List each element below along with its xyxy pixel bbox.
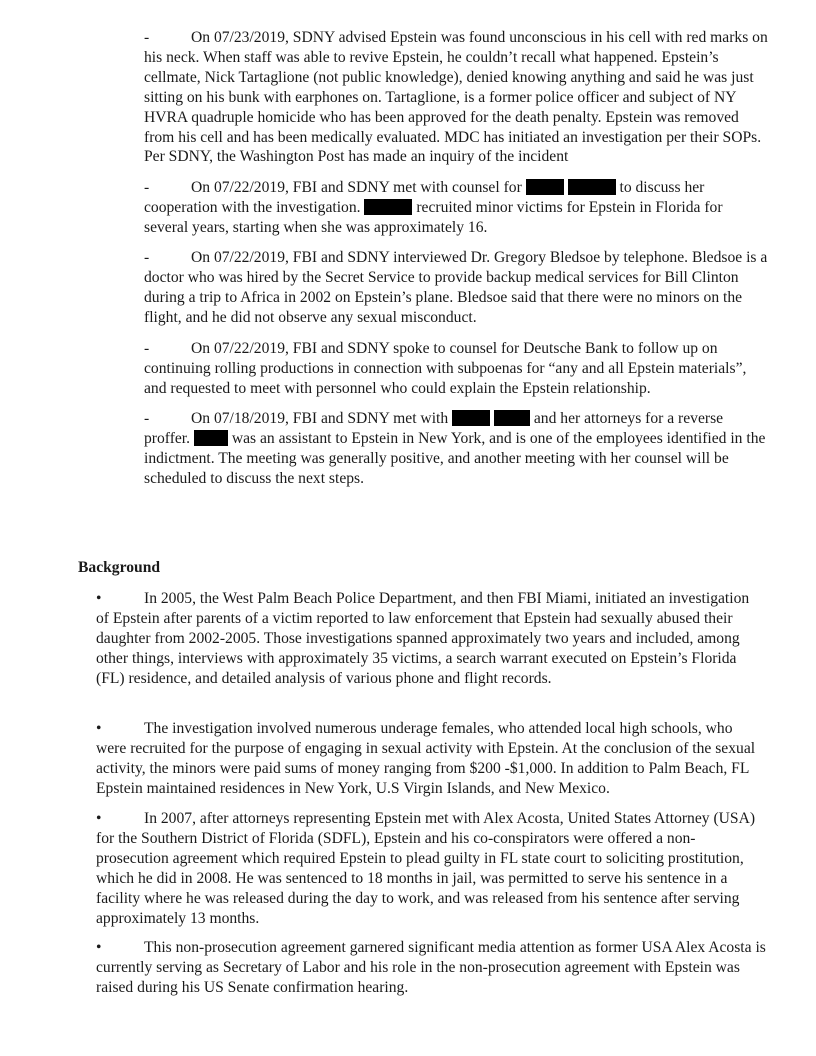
background-paragraph: [96, 719, 766, 799]
dash-marker: -: [144, 29, 150, 46]
update-paragraph: [144, 248, 768, 328]
paragraph-text: On 07/23/2019, SDNY advised Epstein was found unconscious in his cell with red marks on his neck. When staff was able to revive Epstein, he couldn’t recall what happened. Epstein’s cellmate, Nick Tartaglione (not public knowledge), denied knowing anything and said he was just sitting on his bunk with earphones on. Tartaglione, is a former police officer and subject of NY HVRA quadruple homicide who has been approved for the death penalty. Epstein was removed from his cell and has been medically evaluated. MDC has initiated an investigation per their SOPs. Per SDNY, the Washington Post has made an inquiry of the incident: [144, 29, 768, 166]
background-paragraph: [96, 809, 766, 928]
paragraph-text: to discuss her cooperation with the investigation.: [144, 179, 705, 216]
background-heading: Background: [78, 559, 161, 576]
dash-marker: -: [144, 340, 150, 357]
paragraph-text: The investigation involved numerous underage females, who attended local high schools, who were recruited for the purpose of engaging in sexual activity with Epstein. At the conclusion of the sexual activity, the minors were paid sums of money ranging from $200 -$1,000. In addition to Palm Beach, FL Epstein maintained residences in New York, U.S Virgin Islands, and New Mexico.: [96, 720, 756, 797]
paragraph-text: In 2007, after attorneys representing Epstein met with Alex Acosta, United States Attorney (USA) for the Southern District of Florida (SDFL), Epstein and his co-conspirators were offered a non-prosecution agreement which required Epstein to plead guilty in FL state court to soliciting prostitution, which he did in 2008. He was sentenced to 18 months in jail, was permitted to serve his sentence in a facility where he was released during the day to work, and was released from his sentence after serving approximately 13 months.: [96, 810, 756, 927]
redaction-box: [526, 179, 564, 195]
redaction-box: [194, 430, 228, 446]
redaction-box: [364, 199, 412, 215]
bullet-marker: •: [96, 939, 102, 956]
paragraph-text: was an assistant to Epstein in New York, and is one of the employees identified in the indictment. The meeting was generally positive, and another meeting with her counsel will be scheduled to discuss the next steps.: [144, 429, 766, 487]
redaction-box: [568, 179, 616, 195]
update-paragraph: [144, 178, 768, 238]
bullet-marker: •: [96, 590, 102, 607]
paragraph-text: On 07/22/2019, FBI and SDNY interviewed Dr. Gregory Bledsoe by telephone. Bledsoe is a doctor who was hired by the Secret Service to provide backup medical services for Bill Clinton during a trip to Africa in 2002 on Epstein’s plane. Bledsoe said that there were no minors on the flight, and he did not observe any sexual misconduct.: [144, 249, 768, 326]
update-paragraph: [144, 339, 768, 399]
dash-marker: -: [144, 249, 150, 266]
background-paragraph: [96, 938, 766, 998]
paragraph-text: and her attorneys for a reverse proffer.: [144, 410, 724, 447]
update-paragraph: [144, 409, 768, 489]
bullet-marker: •: [96, 720, 102, 737]
bullet-marker: •: [96, 810, 102, 827]
update-paragraph: [144, 28, 768, 167]
paragraph-text: This non-prosecution agreement garnered significant media attention as former USA Alex Acosta is currently serving as Secretary of Labor and his role in the non-prosecution agreement with Epstein was raised during his US Senate confirmation hearing.: [96, 939, 766, 996]
dash-marker: -: [144, 410, 150, 427]
paragraph-text: In 2005, the West Palm Beach Police Department, and then FBI Miami, initiated an investigation of Epstein after parents of a victim reported to law enforcement that Epstein had sexually abused their daughter from 2002-2005. Those investigations spanned approximately two years and included, among other things, interviews with approximately 35 victims, a search warrant executed on Epstein’s Florida (FL) residence, and detailed analysis of various phone and flight records.: [96, 590, 750, 687]
paragraph-text: recruited minor victims for Epstein in Florida for several years, starting when she was approximately 16.: [144, 198, 723, 236]
paragraph-text: On 07/22/2019, FBI and SDNY spoke to counsel for Deutsche Bank to follow up on continuing rolling productions in connection with subpoenas for “any and all Epstein materials”, and requested to meet with personnel who could explain the Epstein relationship.: [144, 340, 747, 397]
dash-marker: -: [144, 179, 150, 196]
redaction-box: [452, 410, 490, 426]
background-paragraph: [96, 589, 766, 689]
paragraph-text: On 07/18/2019, FBI and SDNY met with: [191, 410, 449, 427]
paragraph-text: On 07/22/2019, FBI and SDNY met with counsel for: [191, 179, 522, 196]
redaction-box: [494, 410, 530, 426]
